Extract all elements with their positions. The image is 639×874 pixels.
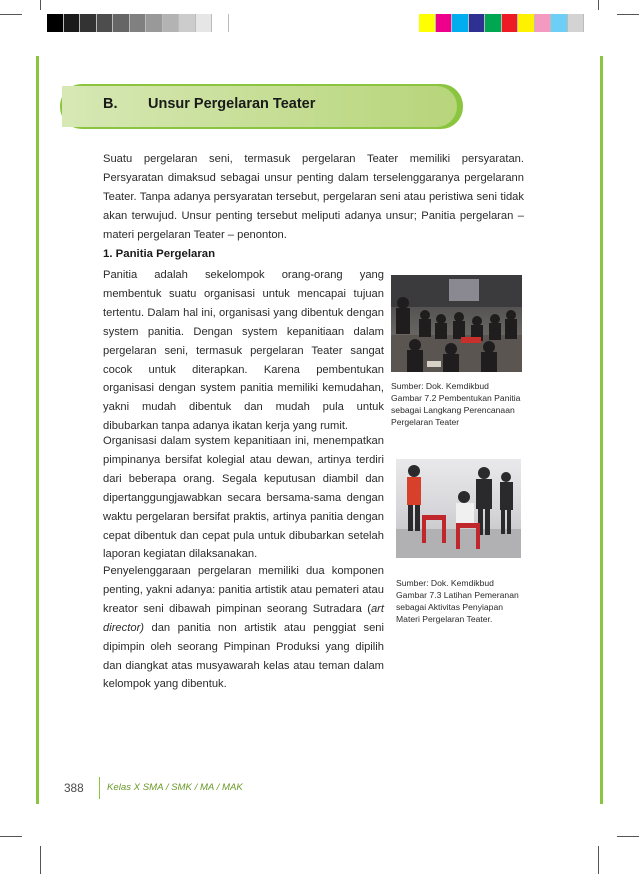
page-number: 388 [64, 781, 84, 795]
photo-acting-rehearsal-image [396, 459, 521, 558]
color-swatch [146, 14, 163, 32]
section-title: Unsur Pergelaran Teater [148, 96, 316, 112]
crop-mark [617, 14, 639, 15]
photo-committee-meeting [391, 275, 522, 372]
crop-mark [40, 0, 41, 10]
color-swatch [485, 14, 502, 32]
photo-acting-rehearsal [396, 459, 521, 558]
crop-mark [598, 846, 599, 874]
section-number: B. [103, 96, 118, 112]
color-swatch [568, 14, 585, 32]
crop-mark [617, 836, 639, 837]
book-title-footer: Kelas X SMA / SMK / MA / MAK [107, 782, 243, 793]
footer-divider [99, 777, 100, 799]
color-swatch [64, 14, 81, 32]
crop-mark [0, 14, 22, 15]
color-calibration-bar [419, 14, 584, 32]
color-swatch [419, 14, 436, 32]
color-swatch [436, 14, 453, 32]
paragraph-3-italic: art director) [103, 602, 384, 634]
color-swatch [97, 14, 114, 32]
crop-mark [0, 836, 22, 837]
body-paragraph-2: Organisasi dalam system kepanitiaan ini, menempatkan pimpinanya bersifat kolegial atau dewan, artinya terdiri dari beberapa orang. Segala keputusan diambil dan dipertanggungjawabkan secara bersama-sama dengan waktu pergelaran bersifat praktis, artinya panitia dengan cepat dibentuk dan cepat pula untuk dibubarkan setelah laporan kegiatan dilaksanakan. [103, 435, 384, 561]
intro-paragraph: Suatu pergelaran seni, termasuk pergelaran Teater memiliki persyaratan. Persyaratan dimaksud sebagai unsur penting dalam terselenggaranya pergelarann Teater. Tanpa adanya persyaratan tersebut, pergelaran seni atau peristiwa seni tidak akan terwujud. Unsur penting tersebut meliputi adanya unsur; Panitia pergelaran – materi pergelaran Teater – penonton. [103, 153, 524, 241]
paragraph-3-text-a: Penyelenggaraan pergelaran memiliki dua komponen penting, yakni adanya: panitia artistik atau pemateri atau kreator seni dibawah pimpinan seorang Sutradara ( [103, 565, 384, 615]
color-swatch [518, 14, 535, 32]
figure-2-source: Sumber: Dok. Kemdikbud [396, 578, 494, 588]
body-paragraph-3 [103, 562, 384, 694]
color-swatch [452, 14, 469, 32]
photo-committee-meeting-image [391, 275, 522, 372]
color-swatch [130, 14, 147, 32]
color-swatch [179, 14, 196, 32]
color-swatch [469, 14, 486, 32]
color-swatch [196, 14, 213, 32]
body-paragraph-1: Panitia adalah sekelompok orang-orang yang membentuk suatu organisasi untuk mencapai tujuan tertentu. Dalam hal ini, organisasi yang dibentuk dengan system panitia. Dengan system kepanitiaan dalam pergelaran seni, termasuk pergelaran Teater sangat cocok untuk diterapkan. Karena pembentukan organisasi dengan system panitia memiliki kemudahan, yakni mudah dibentuk dan mudah pula untuk dibubarkan tanpa adanya ikatan kerja yang rumit. [103, 269, 384, 433]
crop-mark [598, 0, 599, 10]
figure-1-source: Sumber: Dok. Kemdikbud [391, 381, 489, 391]
figure-2-caption: Gambar 7.3 Latihan Pemeranan sebagai Aktivitas Penyiapan Materi Pergelaran Teater. [396, 590, 519, 625]
color-swatch [535, 14, 552, 32]
color-swatch [80, 14, 97, 32]
color-swatch [113, 14, 130, 32]
paragraph-3-text-b: dan panitia non artistik atau penggiat seni dipimpin oleh seorang Pimpinan Produksi yang dipilih dan diangkat atas musyawarah kelas atau teman dalam kelompok yang dibentuk. [103, 621, 384, 691]
subsection-title: 1. Panitia Pergelaran [103, 248, 216, 260]
crop-mark [40, 846, 41, 874]
figure-1-caption: Gambar 7.2 Pembentukan Panitia sebagai Langkang Perencanaan Pergelaran Teater [391, 393, 521, 428]
color-swatch [502, 14, 519, 32]
color-swatch [551, 14, 568, 32]
grayscale-calibration-bar [47, 14, 229, 32]
color-swatch [212, 14, 229, 32]
color-swatch [163, 14, 180, 32]
color-swatch [47, 14, 64, 32]
